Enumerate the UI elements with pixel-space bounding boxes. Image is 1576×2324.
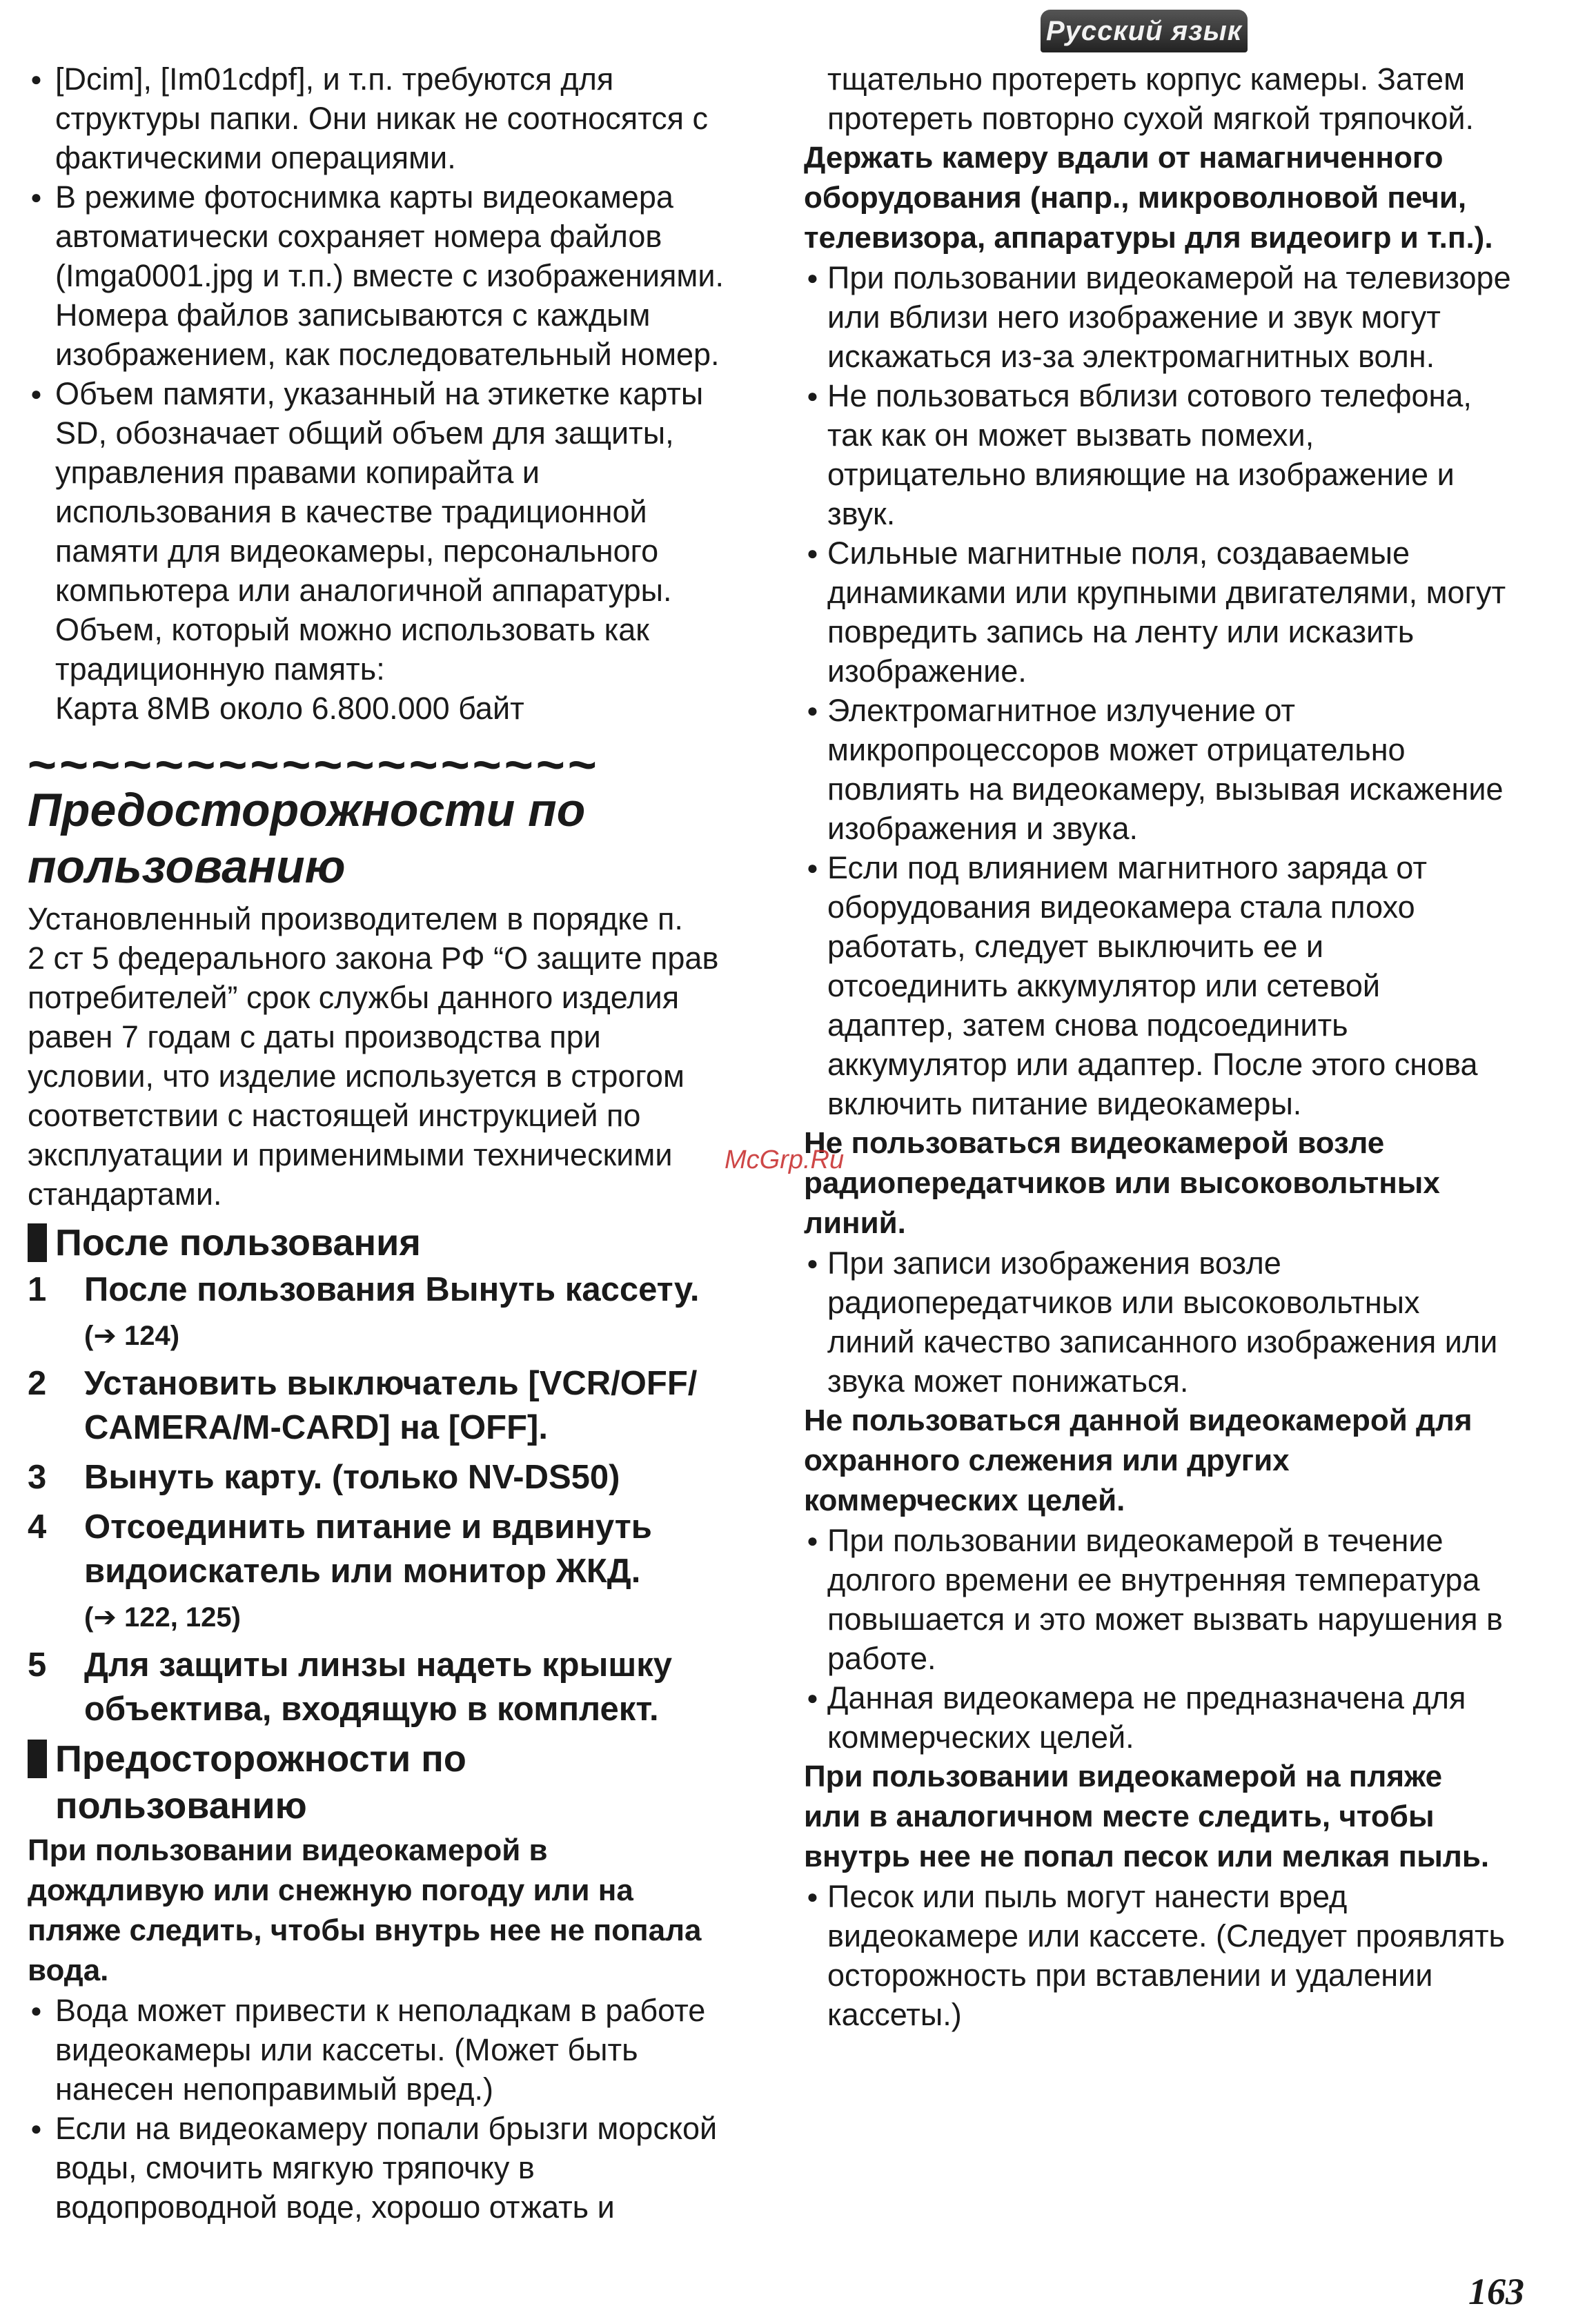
bullet-item: ● При пользовании видеокамерой в течение долгого времени ее внутренняя температура повышается и это может вызвать нарушения в работе. — [804, 1521, 1546, 1678]
service-life-paragraph: Установленный производителем в порядке п. 2 ст 5 федерального закона РФ “О защите прав потребителей” срок службы данного изделия равен 7 годам с даты производства при условии, что изделие используется в строгом соответствии с настоящей инструкцией по эксплуатации и применимыми техническими стандартами. — [28, 901, 719, 1212]
precautions-heading: Предосторожности по пользованию — [28, 1735, 773, 1829]
steps-list — [28, 1268, 773, 1731]
rain-heading: При пользовании видеокамерой в дождливую или снежную погоду или на пляже следить, чтобы внутрь нее не попала вода. — [28, 1833, 702, 1987]
bullet-item: ● Если под влиянием магнитного заряда от оборудования видеокамера стала плохо работать, следует выключить ее и отсоединить аккумулятор или сетевой адаптер, затем снова подсоединить аккумулятор или адаптер. После этого снова включить питание видеокамеры. — [804, 848, 1546, 1123]
bullet-item: ● Электромагнитное излучение от микропроцессоров может отрицательно повлиять на видеокамеру, вызывая искажение изображения и звука. — [804, 691, 1546, 848]
bullet-item: ● Не пользоваться вблизи сотового телефона, так как он может вызвать помехи, отрицательно влияющие на изображение и звук. — [804, 376, 1546, 533]
language-tab: Русский язык — [1041, 10, 1248, 52]
bullet-item: ● Сильные магнитные поля, создаваемые динамиками или крупными двигателями, могут повредить запись на ленту или исказить изображение. — [804, 533, 1546, 691]
bullet-item: ● [Dcim], [Im01cdpf], и т.п. требуются для структуры папки. Они никак не соотносятся с фактическими операциями. — [28, 59, 773, 177]
intro-bullets — [28, 59, 773, 728]
step-item: 1 После пользования Вынуть кассету. (➔ 124) — [28, 1271, 700, 1351]
heading-block-marker — [28, 1740, 47, 1778]
bullet-item: ● В режиме фотоснимка карты видеокамера автоматически сохраняет номера файлов (Imga0001.jpg и т.п.) вместе с изображениями. Номера файлов записываются с каждым изображением, как последовательный номер. — [28, 177, 773, 374]
bullet-item: ● Объем памяти, указанный на этикетке карты SD, обозначает общий объем для защиты, управления правами копирайта и использования в качестве традиционной памяти для видеокамеры, персонального компьютера или аналогичной аппаратуры. Объем, который можно использовать как традиционную память: Карта 8MB около 6.800.000 байт — [28, 374, 773, 728]
bullet-item: ● При пользовании видеокамерой на телевизоре или вблизи него изображение и звук могут искажаться из-за электромагнитных волн. — [804, 258, 1546, 376]
after-use-heading: После пользования — [28, 1219, 773, 1266]
security-heading: Не пользоваться данной видеокамерой для охранного слежения или других коммерческих целей. — [804, 1404, 1472, 1517]
tilde-divider: ~~~~~~~~~~~~~~~~~~ — [28, 738, 600, 793]
radio-heading: Не пользоваться видеокамерой возле радиопередатчиков или высоковольтных линий. — [804, 1126, 1440, 1240]
watermark: McGrp.Ru — [725, 1145, 845, 1174]
bullet-item: ● При записи изображения возле радиопередатчиков или высоковольтных линий качество записанного изображения или звука может понижаться. — [804, 1243, 1546, 1401]
heading-block-marker — [28, 1223, 47, 1262]
beach-heading: При пользовании видеокамерой на пляже или в аналогичном месте следить, чтобы внутрь нее не попал песок или мелкая пыль. — [804, 1760, 1490, 1873]
step-item: 4 Отсоединить питание и вдвинуть видоискатель или монитор ЖКД. (➔ 122, 125) — [28, 1508, 652, 1633]
page-number: 163 — [1468, 2271, 1524, 2312]
bullet-item: ● Если на видеокамеру попали брызги морской воды, смочить мягкую тряпочку в водопроводной воде, хорошо отжать и — [28, 2109, 773, 2227]
section-title: Предосторожности по пользованию — [28, 784, 586, 893]
continued-text: тщательно протереть корпус камеры. Затем протереть повторно сухой мягкой тряпочкой. — [827, 61, 1474, 136]
magnet-heading: Держать камеру вдали от намагниченного оборудования (напр., микроволновой печи, телевизора, аппаратуры для видеоигр и т.п.). — [804, 141, 1493, 255]
left-column — [28, 59, 773, 2227]
step-item: 2 Установить выключатель [VCR/OFF/ CAMERA/M-CARD] на [OFF]. — [28, 1365, 698, 1446]
right-column — [804, 59, 1546, 2034]
bullet-item: ● Вода может привести к неполадкам в работе видеокамеры или кассеты. (Может быть нанесен непоправимый вред.) — [28, 1991, 773, 2109]
bullet-item: ● Песок или пыль могут нанести вред видеокамере или кассете. (Следует проявлять осторожность при вставлении и удалении кассеты.) — [804, 1877, 1546, 2034]
bullet-item: ● Данная видеокамера не предназначена для коммерческих целей. — [804, 1678, 1546, 1757]
step-item: 5 Для защиты линзы надеть крышку объектива, входящую в комплект. — [28, 1646, 672, 1728]
step-item: 3 Вынуть карту. (только NV-DS50) — [28, 1459, 620, 1496]
